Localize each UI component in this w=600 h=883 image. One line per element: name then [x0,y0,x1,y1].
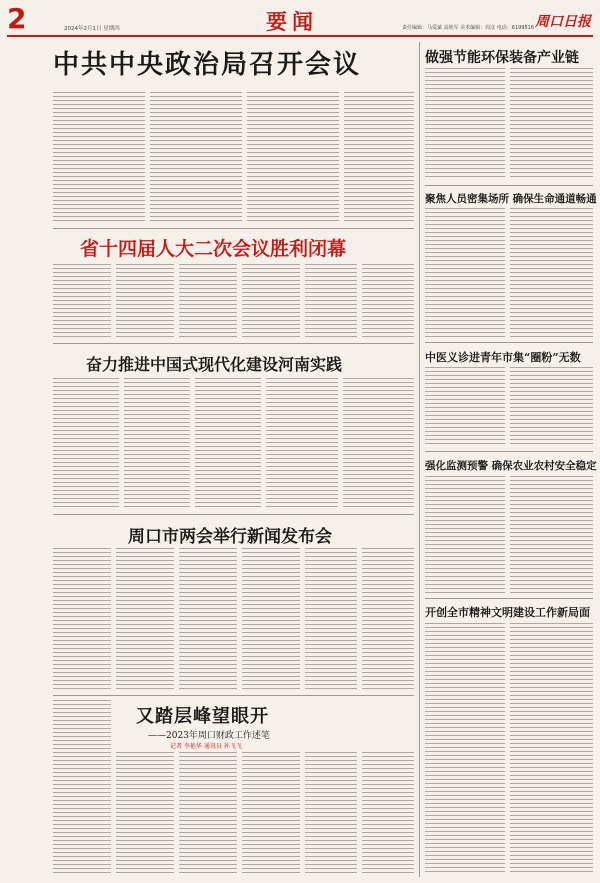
masthead-bar [0,0,600,38]
press-body-col6 [362,548,414,690]
npc-body-col6 [362,264,414,340]
header-date: 2024年2月1日 星期四 [64,26,120,32]
overview-subtitle: ——2023年周口财政工作述笔 [148,731,270,741]
civilization-body-col2 [510,623,593,875]
page-number: 2 [7,2,27,35]
politburo-body-col4 [344,92,414,224]
overview-body-col5 [362,752,414,875]
overview-byline: 记者 李艳华 通讯员 孙飞飞 [170,743,242,750]
editor-info: 责任编辑：马爱斌 高艳军 美术编辑：周彦 电话：6199516 [402,25,535,31]
agriculture-body-col1 [425,476,505,594]
tcm-body-col2 [510,367,593,447]
henan-body-col2 [124,378,190,510]
industry-chain-body-col1 [425,68,505,180]
employment-body-col1 [425,208,505,338]
overview-body-col2 [179,752,237,875]
npc-body-col2 [116,264,174,340]
agriculture-body-col2 [510,476,593,594]
overview-body-col1 [116,752,174,875]
npc-body-col1 [53,264,111,340]
henan-headline: 奋力推进中国式现代化建设河南实践 [86,355,343,374]
politburo-body-col2 [150,92,242,224]
industry-chain-headline: 做强节能环保装备产业链 [425,50,579,66]
henan-body-col4 [266,378,338,510]
masthead-logo: 周口日报 [535,14,591,30]
press-body-col3 [179,548,237,690]
civilization-headline: 开创全市精神文明建设工作新局面 [425,606,590,619]
press-body-col2 [116,548,174,690]
politburo-headline: 中共中央政治局召开会议 [53,50,362,80]
press-body-col5 [305,548,357,690]
header-rule [7,35,593,37]
overview-left-col [53,700,111,875]
section-title: 要闻 [266,9,318,34]
politburo-body-col1 [53,92,145,224]
npc-body-col5 [305,264,357,340]
agriculture-headline: 强化监测预警 确保农业农村安全稳定 [425,460,597,472]
henan-body-col5 [343,378,414,510]
npc-headline: 省十四届人大二次会议胜利闭幕 [80,238,347,260]
industry-chain-body-col2 [510,68,593,180]
press-body-col4 [242,548,300,690]
overview-body-col4 [305,752,357,875]
npc-body-col4 [242,264,300,340]
press-headline: 周口市两会举行新闻发布会 [128,527,332,547]
tcm-body-col1 [425,367,505,447]
press-body-col1 [53,548,111,690]
employment-headline: 聚焦人员密集场所 确保生命通道畅通 [425,193,597,205]
civilization-body-col1 [425,623,505,875]
henan-body-col1 [53,378,119,510]
npc-body-col3 [179,264,237,340]
overview-body-col3 [242,752,300,875]
henan-body-col3 [195,378,261,510]
politburo-body-col3 [247,92,339,224]
tcm-headline: 中医义诊进青年市集“圈粉”无数 [425,351,581,364]
overview-headline: 又踏层峰望眼开 [136,706,269,727]
employment-body-col2 [510,208,593,338]
